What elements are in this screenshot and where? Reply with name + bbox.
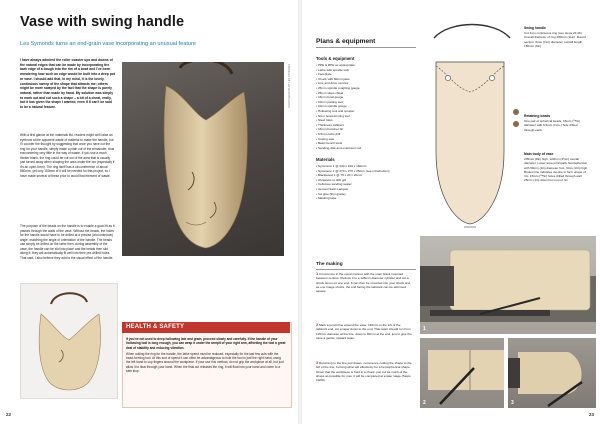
health-safety-lead: If you've not used to deep hollowing late and grain, proceed slowly and carefully. If the handle of your hollowing tool is long enough, you can wrap it under the armpit of your right arm, affording the tool a great deal of stability and reducing vibration.	[126, 337, 286, 350]
retaining-beads-text: One pair of spherical beads, 15mm (⁵⁈in) diameter with 6.5mm (¼in+) hole drilled through each	[524, 119, 581, 132]
tool-item: • Chuck with 60mm jaws	[316, 77, 416, 82]
step-1-text: Commence in the usual manner with the main blank mounted between centres. Reduce it to a 125mm diameter cylinder and cut a chuck tenon on one end. It can then be mounted into your chuck and, as one image shows, the end facing the tailstock can be skimmed square.	[316, 272, 411, 294]
material-item: • Aerosol Satin Lacquer	[316, 187, 416, 192]
making-heading: The making	[316, 262, 416, 270]
step-photo-3	[508, 338, 596, 408]
tools-heading: Tools & equipment	[316, 56, 355, 61]
diagram-vase-outline	[436, 62, 504, 224]
material-item: • Sycamore 1 @ 270 x 270 x 25mm (see introduction)	[316, 169, 416, 174]
tools-list	[316, 63, 416, 150]
tool-item: • 15mm Forstner bit	[316, 127, 416, 132]
step-2-number: 2	[316, 322, 319, 327]
photo-3-label: 3	[511, 400, 514, 406]
material-item: • Masking tape	[316, 196, 416, 201]
right-page	[302, 0, 600, 424]
intro-paragraph: I have always admired the roller coaster ups and downs of the natural edges that can be made by incorporating the bark edge of a bough into the rim of a bowl and I've been wondering how such an edge would be built into a deep pot or vase. I should add that, in my mind, it is the lovely, continuous sweep of the shape that attracts me; others might be more swayed by the fact that the shape is purely natural, rather than made by hand. My solution was simply to mark out and cut such a shape – a bit of a cheat, really, but it has given the shape I wanted, even if it can't be said to be a natural feature.	[20, 58, 115, 110]
material-item: • Cellulose sanding sealer	[316, 182, 416, 187]
step-1-number: 1	[316, 271, 319, 276]
tool-item: • Sanding disk and extension rod	[316, 146, 416, 151]
article-title: Vase with swing handle	[20, 14, 185, 30]
tool-item: • 10mm spindle gouge	[316, 104, 416, 109]
materials-heading: Materials	[316, 157, 335, 162]
photo-2-label: 2	[423, 400, 426, 406]
tool-item: • 15mm bowl gouge	[316, 95, 416, 100]
tool-item: • Thickness callipers	[316, 123, 416, 128]
lathe-cylinder-illustration	[420, 236, 596, 334]
step-photo-1	[420, 236, 596, 334]
tool-item: • Coping saw	[316, 137, 416, 142]
tool-item: • Lathe with spindle lock	[316, 68, 416, 73]
tool-item: • PPE & RPE as appropriate	[316, 63, 416, 68]
body-paragraph-1: With a first glance at the materials list, readers might well raise an eyebrow at the apparent waste of material to make the handle, but I'll counter the thought by suggesting that once you have cut the ring for your handle, simply make a plain cut of the remainder, thus encountering very little in the way of waste. If you use a much thicker blank, the ring could be cut out of the area that is usually just turned away when shaping the area under the rim (especially if it's an open-form). The ring itself has a circumference of about 850mm, yet only 150mm of it will be needed for this project, so I have made several of these prior to avoid that element of waste.	[20, 133, 115, 178]
health-safety-heading: HEALTH & SAFETY	[122, 322, 290, 333]
swing-handle-heading: Swing handle	[524, 26, 546, 30]
swing-handle-text: Cut from continuous ring (see steps 22-26). Overall diameter of ring 280mm (11in). Round section, 6mm (¼in) diameter, overall length 150mm (6in)	[524, 31, 586, 48]
tool-item: • 25mm spindle roughing gouge	[316, 86, 416, 91]
step-2	[316, 323, 412, 340]
hemisphere-cut-illustration	[508, 338, 596, 408]
tool-item: • Steel rules	[316, 118, 416, 123]
tool-item: • 25mm skew chisel	[316, 91, 416, 96]
health-safety-text	[126, 337, 286, 373]
tool-item: • 10mm parting tool	[316, 100, 416, 105]
vase-side-illustration	[21, 284, 117, 398]
photo-1-label: 1	[423, 326, 426, 332]
vase-illustration	[122, 62, 284, 256]
diagram-handle-arc	[434, 25, 510, 39]
pencil-marking-illustration	[420, 338, 504, 408]
tool-item: • Faceplate	[316, 72, 416, 77]
step-1	[316, 272, 412, 293]
main-body-note	[524, 152, 588, 182]
retaining-beads-note	[524, 114, 588, 132]
tool-item: • 6.5mm twist drill	[316, 132, 416, 137]
material-item: • Blackwood 1 @ 75 x 20 x 20mm	[316, 173, 416, 178]
diagram-bead	[513, 121, 519, 127]
plans-heading: Plans & equipment	[316, 38, 416, 48]
tool-item: • Basic bench tools	[316, 141, 416, 146]
step-photo-2	[420, 338, 504, 408]
diagram-bead	[513, 109, 519, 115]
vase-main-photo	[122, 62, 284, 256]
materials-list	[316, 164, 416, 201]
tool-item: • Live and drive centres	[316, 81, 416, 86]
vase-plan-diagram	[420, 22, 520, 234]
body-paragraph-2: The purpose of the beads on the handle is to enable a good fit as it passes through the walls of the vase. Without the beads, the holes for the handle would have to be drilled at a precise (and unknown) angle, matching the angle of orientation of the handle. The beads can simply be drilled on the lathe then, during assembly of the vase, the handle can be slid into place and the beads then slid along it; they will automatically fit well into their pre-drilled holes. That said, I also believe they add to the visual effect of the handle.	[20, 224, 115, 260]
page-number-left: 22	[6, 412, 12, 417]
main-body-heading: Main body of vase	[524, 152, 554, 156]
article-strapline: Les Symonds turns an end-grain vase incorporating an unusual feature	[20, 41, 197, 47]
step-3	[316, 361, 412, 382]
step-3-number: 3	[316, 360, 319, 365]
tool-item: • Hollowing tool and scraper	[316, 109, 416, 114]
main-body-text: 205mm (8in) high, 120mm (4½in) overall diameter. Lower area principally hemispherical with 50mm (2in) diameter foot, 3mm (⅛in) high. Broken line indicates cut-line to form shape of rim. 15mm (⁵⁈in) holes drilled through wall 25mm (1in) down from top of rim	[524, 157, 589, 183]
swing-handle-note	[524, 26, 588, 48]
step-3-text: Returning to the line just drawn, commence cutting the shape to the left of the line, forming what will effectively be a hemispherical shape. Given that the workpiece is held in a chuck, just cut as much of the shape as possible for now, it will be completed at a later stage (Steps 19/20).	[316, 361, 412, 383]
vase-side-photo	[20, 283, 118, 399]
diagram-hole-left	[445, 75, 450, 80]
step-2-text: Mark a pencil line around the vase, 140mm to the left of the tailstock end, cut a taper down to the end. That taper should run from 120mm diameter at the line, down to 90mm at the end, just to give the vase a gentle, upward taper.	[316, 323, 412, 340]
retaining-beads-heading: Retaining beads	[524, 114, 551, 118]
photo-credit: PHOTOGRAPHS BY LES SYMONDS	[288, 64, 291, 108]
diagram-hole-right	[489, 75, 494, 80]
health-safety-body: When cutting the ring for the handle, the lathe speed must be reduced, especially for the last few cuts with the bead-forming tool. At this sort of speed it can often be advantageous to hold the tool in just the right hand, using the left hand to cup fingers around the workpiece. If your use this method, do not grip the workpiece at all, but just allow it to float through your hand. When the final cut releases the ring, it will float into your hand and come to a safe stop.	[126, 351, 284, 374]
page-number-right: 23	[588, 412, 594, 417]
material-item: • CA glue (thin grade)	[316, 192, 416, 197]
left-page	[0, 0, 298, 424]
material-item: • Abrasives to 400 grit	[316, 178, 416, 183]
tool-item: • 6mm bead-forming tool	[316, 114, 416, 119]
material-item: • Sycamore 1 @ 240 x 160 x 160mm	[316, 164, 416, 169]
